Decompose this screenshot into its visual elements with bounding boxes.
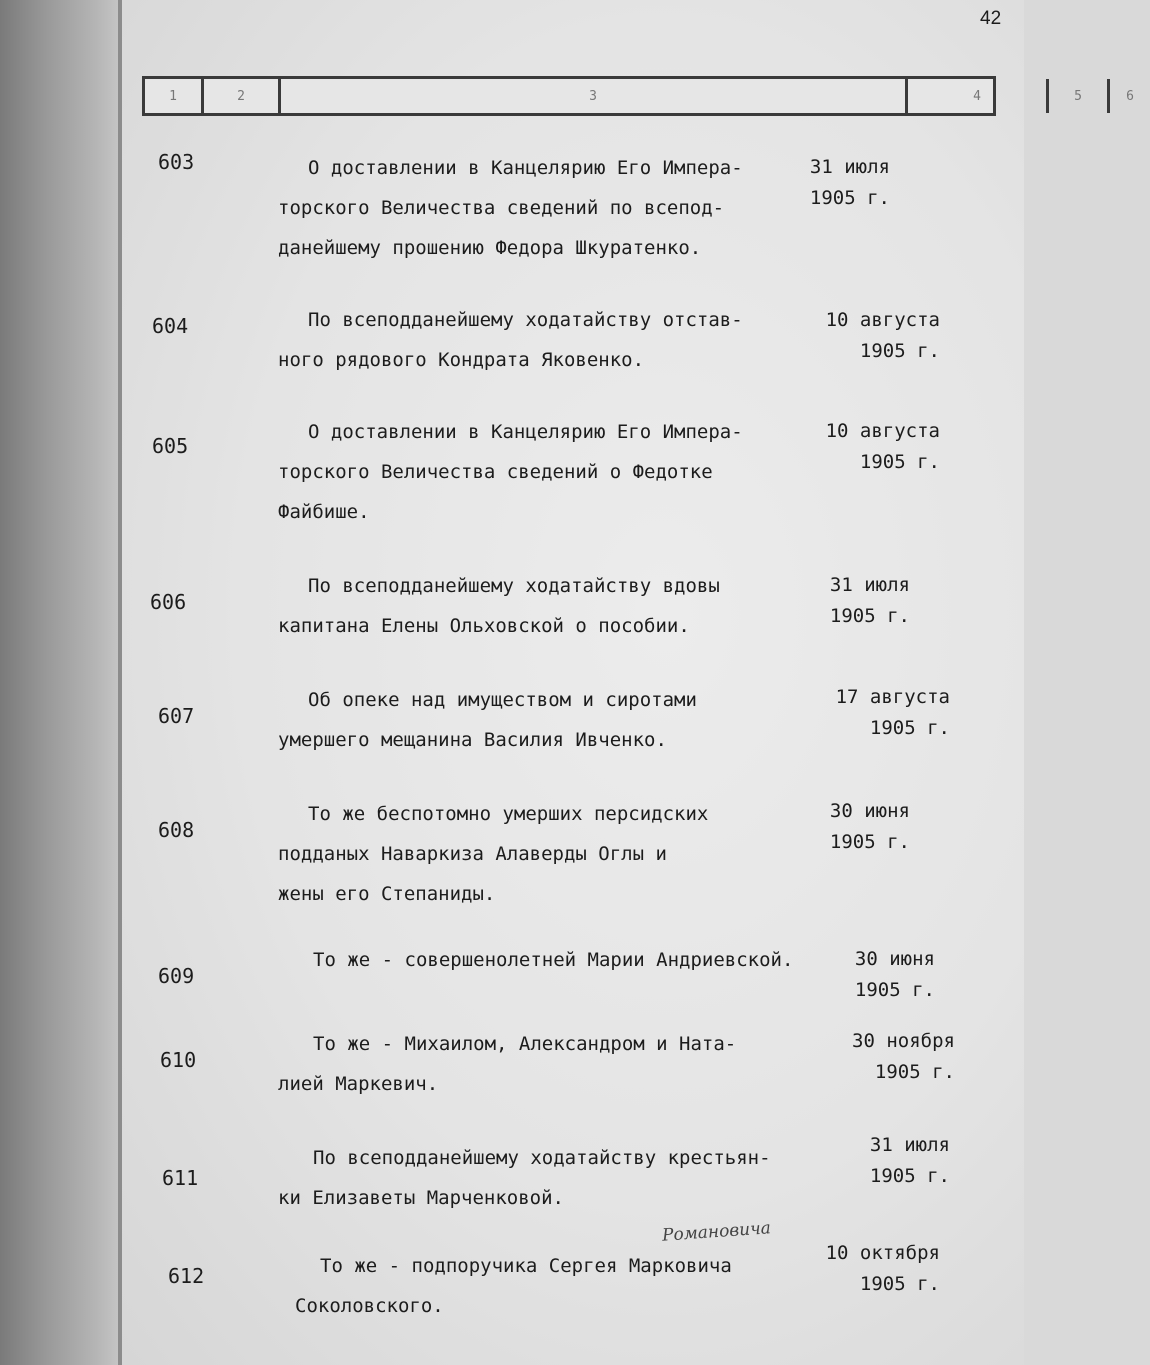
entry-number: 605 [152, 434, 189, 458]
entry-number: 603 [158, 150, 195, 174]
entry-date [835, 1026, 955, 1088]
entry-title-line: ного рядового Кондрата Яковенко. [278, 349, 645, 371]
entry-title-line: По всеподданейшему ходатайству отстав- [308, 309, 743, 331]
entry-title-line: По всеподданейшему ходатайству вдовы [308, 575, 720, 597]
entry-date-year: 1905 г. [829, 605, 910, 627]
entry-date [840, 1130, 950, 1192]
column-2-header: 2 [204, 79, 281, 113]
entry-title-line: жены его Степаниды. [278, 883, 496, 905]
column-3-header: 3 [281, 79, 908, 113]
entry-title [278, 1024, 823, 1104]
entry-date [800, 796, 910, 858]
entry-date-day: 31 июля [869, 1134, 950, 1156]
entry-title-line: То же - подпоручика Сергея Марковича [320, 1255, 732, 1277]
entry-title-line: То же - совершенолетней Марии Андриевской. [313, 949, 794, 971]
entry-title-line: Файбише. [278, 501, 370, 523]
entry-number: 611 [162, 1166, 199, 1190]
entry-title-line: подданых Наваркиза Алаверды Оглы и [278, 843, 667, 865]
entry-title-line: торского Величества сведений по всепод- [278, 197, 725, 219]
entry-date-year: 1905 г. [854, 979, 935, 1001]
entry-date-year: 1905 г. [859, 451, 940, 473]
entry-title [278, 566, 823, 646]
entry-number: 609 [158, 964, 195, 988]
entry-title [278, 412, 823, 532]
entry-number: 612 [168, 1264, 205, 1288]
entry-date-year: 1905 г. [859, 340, 940, 362]
entry-date-year: 1905 г. [809, 187, 890, 209]
column-1-header: 1 [145, 79, 204, 113]
entry-date-day: 30 июня [854, 948, 935, 970]
entry-number: 607 [158, 704, 195, 728]
binding-shadow [0, 0, 120, 1365]
entry-title [278, 794, 823, 914]
entry-title-line: капитана Елены Ольховской о пособии. [278, 615, 690, 637]
entry-number: 608 [158, 818, 195, 842]
entry-title [295, 1246, 840, 1326]
entry-number: 604 [152, 314, 189, 338]
entry-title [278, 1138, 838, 1218]
column-6-header: 6 [1126, 88, 1134, 104]
entry-title-line: То же - Михаилом, Александром и Ната- [313, 1033, 737, 1055]
entry-number: 610 [160, 1048, 197, 1072]
entry-title-line: Об опеке над имуществом и сиротами [308, 689, 697, 711]
entry-title [278, 300, 823, 380]
entry-date-day: 10 октября [825, 1242, 940, 1264]
entry-title [278, 680, 823, 760]
entry-title-line: О доставлении в Канцелярию Его Импера- [308, 421, 743, 443]
entry-date [800, 416, 940, 478]
column-header-strip [142, 76, 1134, 116]
entry-title-line: умершего мещанина Василия Ивченко. [278, 729, 667, 751]
entry-date-day: 10 августа [825, 420, 940, 442]
entry-date [800, 1238, 940, 1300]
entry-date-year: 1905 г. [829, 831, 910, 853]
entry-title-line: Соколовского. [295, 1295, 444, 1317]
entry-title-line: данейшему прошению Федора Шкуратенко. [278, 237, 702, 259]
entry-date-day: 30 июня [829, 800, 910, 822]
entry-title-line: ки Елизаветы Марченковой. [278, 1187, 564, 1209]
entry-date-day: 17 августа [835, 686, 950, 708]
entry-date [800, 305, 940, 367]
entry-date-year: 1905 г. [869, 717, 950, 739]
entry-date [810, 682, 950, 744]
entry-date-day: 10 августа [825, 309, 940, 331]
column-5-header: 5 [1049, 79, 1110, 113]
entry-title [278, 148, 823, 268]
entry-title-line: торского Величества сведений о Федотке [278, 461, 713, 483]
entry-date-year: 1905 г. [869, 1165, 950, 1187]
entry-date-day: 30 ноября [852, 1030, 955, 1052]
entry-date [790, 152, 890, 214]
handwritten-note: Романовича [661, 1218, 772, 1246]
entry-title [278, 940, 838, 980]
page-number: 42 [980, 8, 1002, 29]
entry-number: 606 [150, 590, 187, 614]
entry-title-line: То же беспотомно умерших персидских [308, 803, 709, 825]
entry-date-day: 31 июля [809, 156, 890, 178]
entry-title-line: По всеподданейшему ходатайству крестьян- [313, 1147, 771, 1169]
entry-title-line: лией Маркевич. [278, 1073, 439, 1095]
entry-date [835, 944, 935, 1006]
entry-date-day: 31 июля [829, 574, 910, 596]
entry-date-year: 1905 г. [859, 1273, 940, 1295]
entry-date-year: 1905 г. [874, 1061, 955, 1083]
column-4-header: 4 [908, 79, 1049, 113]
entry-title-line: О доставлении в Канцелярию Его Импера- [308, 157, 743, 179]
entry-date [800, 570, 910, 632]
